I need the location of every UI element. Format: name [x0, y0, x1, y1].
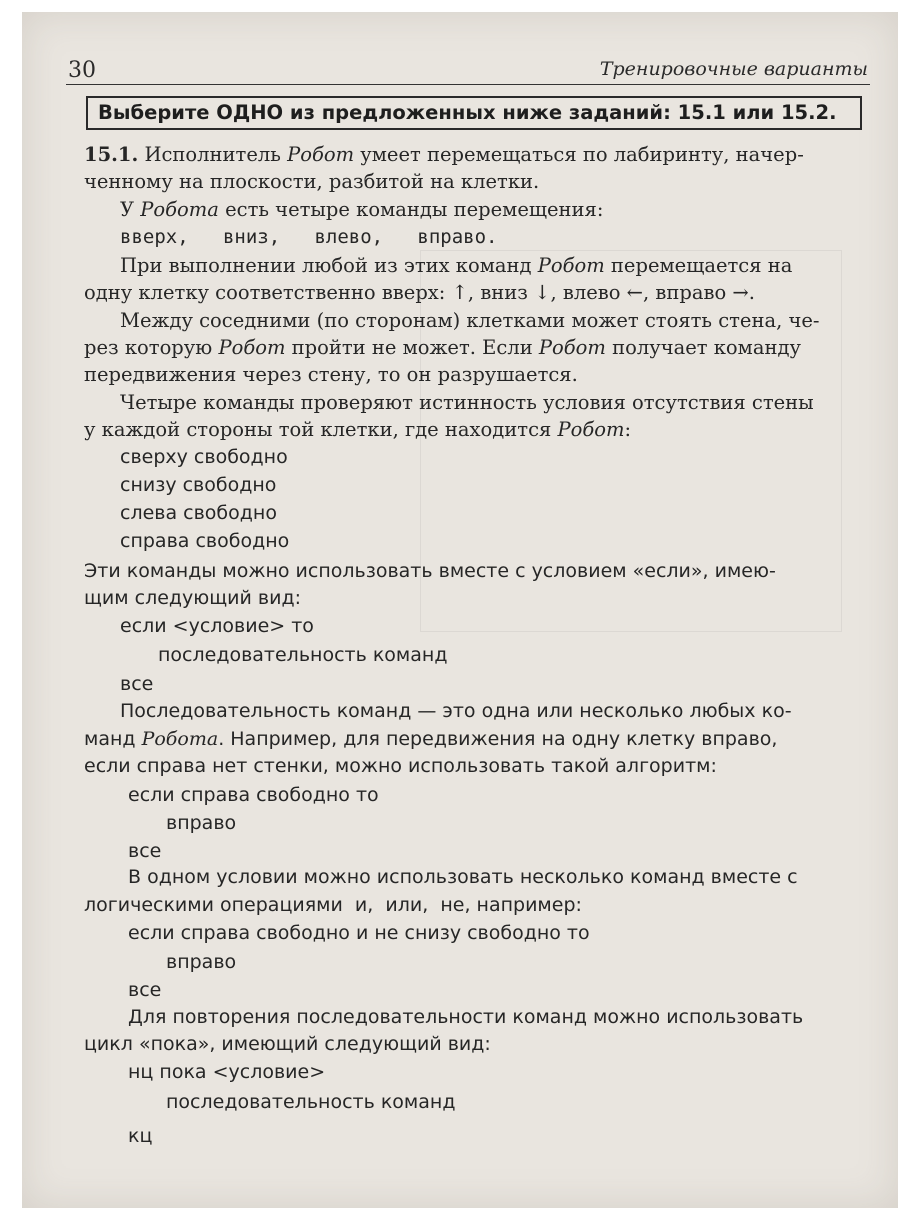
if-syntax: если <условие> то [120, 615, 314, 637]
condition-down: снизу свободно [120, 474, 277, 496]
if-intro-line2: щим следующий вид: [84, 587, 301, 609]
instruction-box: Выберите ОДНО из предложенных ниже заданий: 15.1 или 15.2. [86, 96, 862, 130]
condition-up: сверху свободно [120, 446, 288, 468]
paragraph-move-line2: одну клетку соответственно вверх: ↑, вниз ↓, влево ←, вправо →. [84, 281, 755, 304]
example2-if: если справа свободно и не снизу свободно то [128, 922, 590, 944]
loop-head: нц пока <условие> [128, 1061, 326, 1083]
example1-command: вправо [166, 812, 237, 834]
condition-left: слева свободно [120, 502, 277, 524]
running-title: Тренировочные варианты [599, 58, 868, 80]
paragraph-commands-intro: У Робота есть четыре команды перемещения: [120, 198, 604, 221]
header-rule [66, 84, 870, 85]
example2-end: все [128, 979, 162, 1001]
logic-paragraph-line2: логическими операциями и, или, не, например: [84, 894, 582, 916]
example1-end: все [128, 840, 162, 862]
sequence-definition: Последовательность команд — это одна или несколько любых ко- [120, 700, 792, 722]
task-number: 15.1. [84, 143, 139, 166]
example1-if: если справа свободно то [128, 784, 379, 806]
condition-right: справа свободно [120, 530, 290, 552]
robot-term: Робот [287, 143, 355, 166]
loop-body: последовательность команд [166, 1091, 456, 1113]
if-intro: Эти команды можно использовать вместе с условием «если», имею- [84, 560, 776, 582]
if-end: все [120, 673, 154, 695]
paragraph-move: При выполнении любой из этих команд Робот перемещается на [120, 254, 793, 277]
paragraph-conditions: Четыре команды проверяют истинность условия отсутствия стены [120, 391, 814, 414]
sequence-definition-line2: манд Робота. Например, для передвижения на одну клетку вправо, [84, 728, 778, 750]
paragraph-intro-line2: ченному на плоскости, разбитой на клетки. [84, 170, 540, 193]
paragraph-wall-line2: рез которую Робот пройти не может. Если Робот получает команду [84, 336, 801, 359]
paragraph-wall: Между соседними (по сторонам) клетками может стоять стена, че- [120, 309, 820, 332]
paragraph-conditions-line2: у каждой стороны той клетки, где находится Робот: [84, 418, 632, 441]
loop-paragraph-line2: цикл «пока», имеющий следующий вид: [84, 1033, 491, 1055]
logic-paragraph: В одном условии можно использовать несколько команд вместе с [128, 866, 798, 888]
loop-end: кц [128, 1125, 153, 1147]
move-commands: вверх, вниз, влево, вправо. [120, 226, 498, 248]
if-body: последовательность команд [158, 644, 448, 666]
paragraph-wall-line3: передвижения через стену, то он разрушается. [84, 363, 578, 386]
sequence-definition-line3: если справа нет стенки, можно использовать такой алгоритм: [84, 755, 717, 777]
example2-command: вправо [166, 951, 237, 973]
page-number: 30 [68, 58, 96, 83]
loop-paragraph: Для повторения последовательности команд можно использовать [128, 1006, 804, 1028]
paragraph-intro: 15.1. Исполнитель Робот умеет перемещаться по лабиринту, начер- [84, 143, 804, 166]
